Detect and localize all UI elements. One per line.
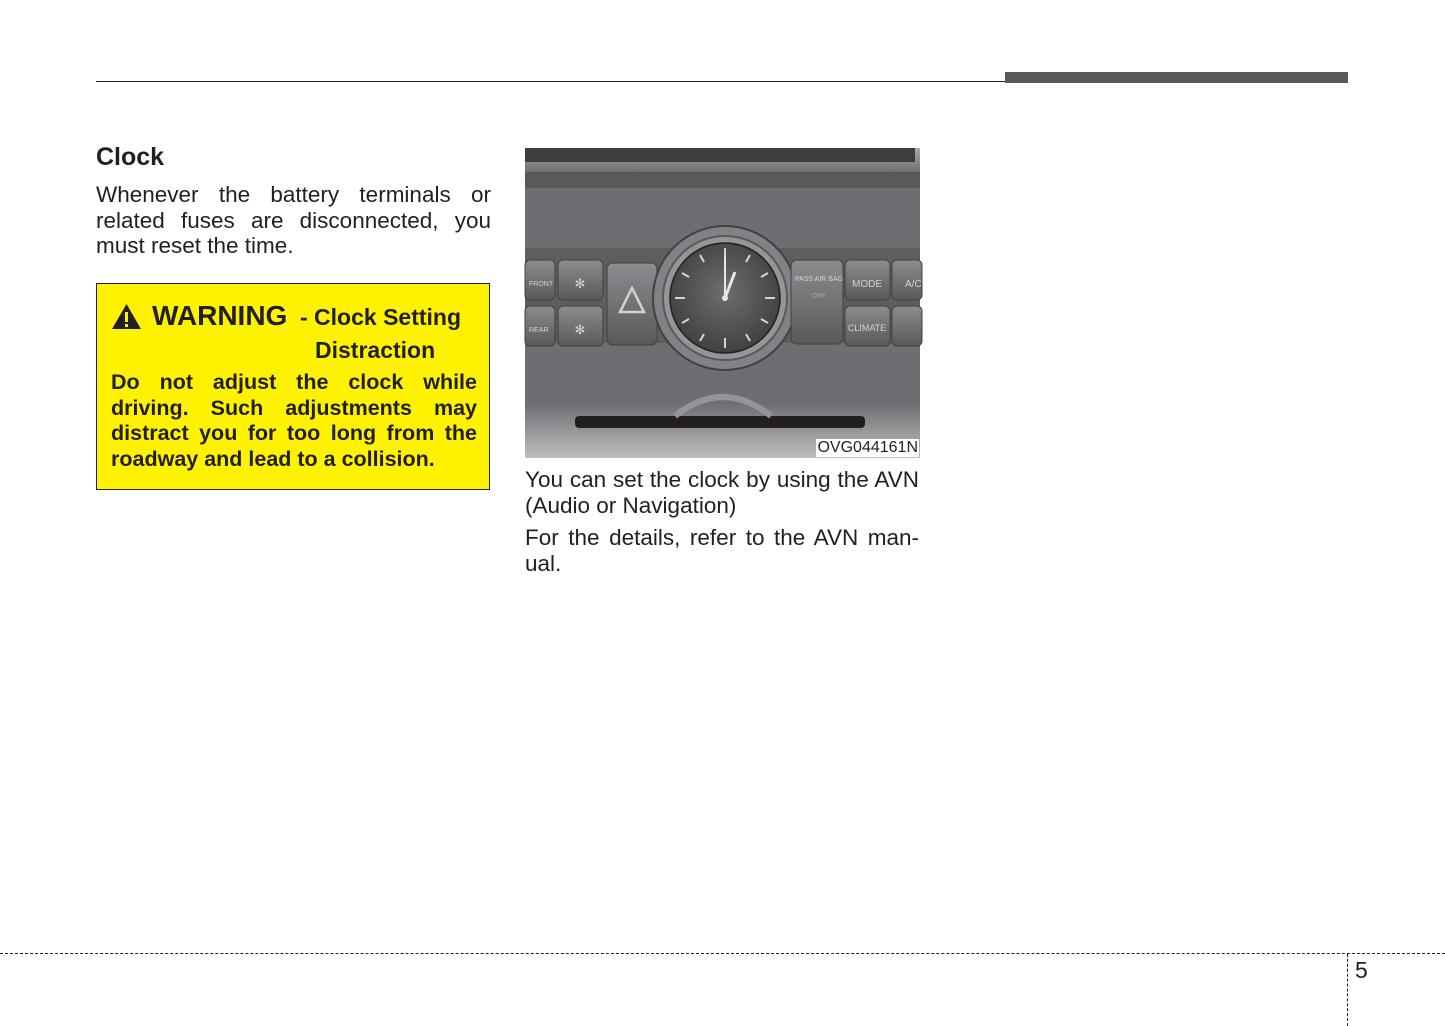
warning-subtitle-line1: - Clock Setting	[300, 304, 462, 330]
warning-label: WARNING	[152, 300, 288, 331]
svg-text:MODE: MODE	[852, 279, 882, 290]
manual-reference-paragraph: For the details, refer to the AVN man-ual.	[525, 525, 919, 576]
svg-text:A/C: A/C	[905, 279, 922, 290]
page-number: 5	[1355, 957, 1368, 983]
footer-rule	[0, 953, 1445, 954]
intro-paragraph: Whenever the battery terminals or related fuses are disconnected, you must reset the time.	[96, 182, 491, 258]
warning-box	[96, 283, 490, 490]
header-rule	[96, 81, 1006, 82]
svg-text:✻: ✻	[574, 323, 586, 338]
svg-text:REAR: REAR	[529, 327, 549, 334]
clock-panel-photo	[525, 148, 920, 458]
dashboard-illustration	[525, 148, 920, 458]
svg-text:PASS AIR BAG: PASS AIR BAG	[794, 276, 844, 283]
svg-text:FRONT: FRONT	[529, 281, 554, 288]
warning-triangle-icon	[111, 303, 142, 330]
warning-subtitle-line2: Distraction	[315, 337, 436, 363]
header-tab-bar	[1005, 72, 1348, 83]
svg-text:CLIMATE: CLIMATE	[847, 323, 887, 333]
avn-paragraph: You can set the clock by using the AVN (Audio or Navigation)	[525, 467, 919, 518]
svg-text:OFF: OFF	[812, 293, 826, 300]
figure-code: OVG044161N	[817, 439, 918, 456]
svg-text:✻: ✻	[574, 277, 586, 292]
warning-body: Do not adjust the clock while driving. Such adjustments may distract you for too long from the roadway and lead to a collision.	[111, 370, 477, 471]
footer-divider	[1347, 954, 1348, 1026]
section-title: Clock	[96, 143, 165, 171]
